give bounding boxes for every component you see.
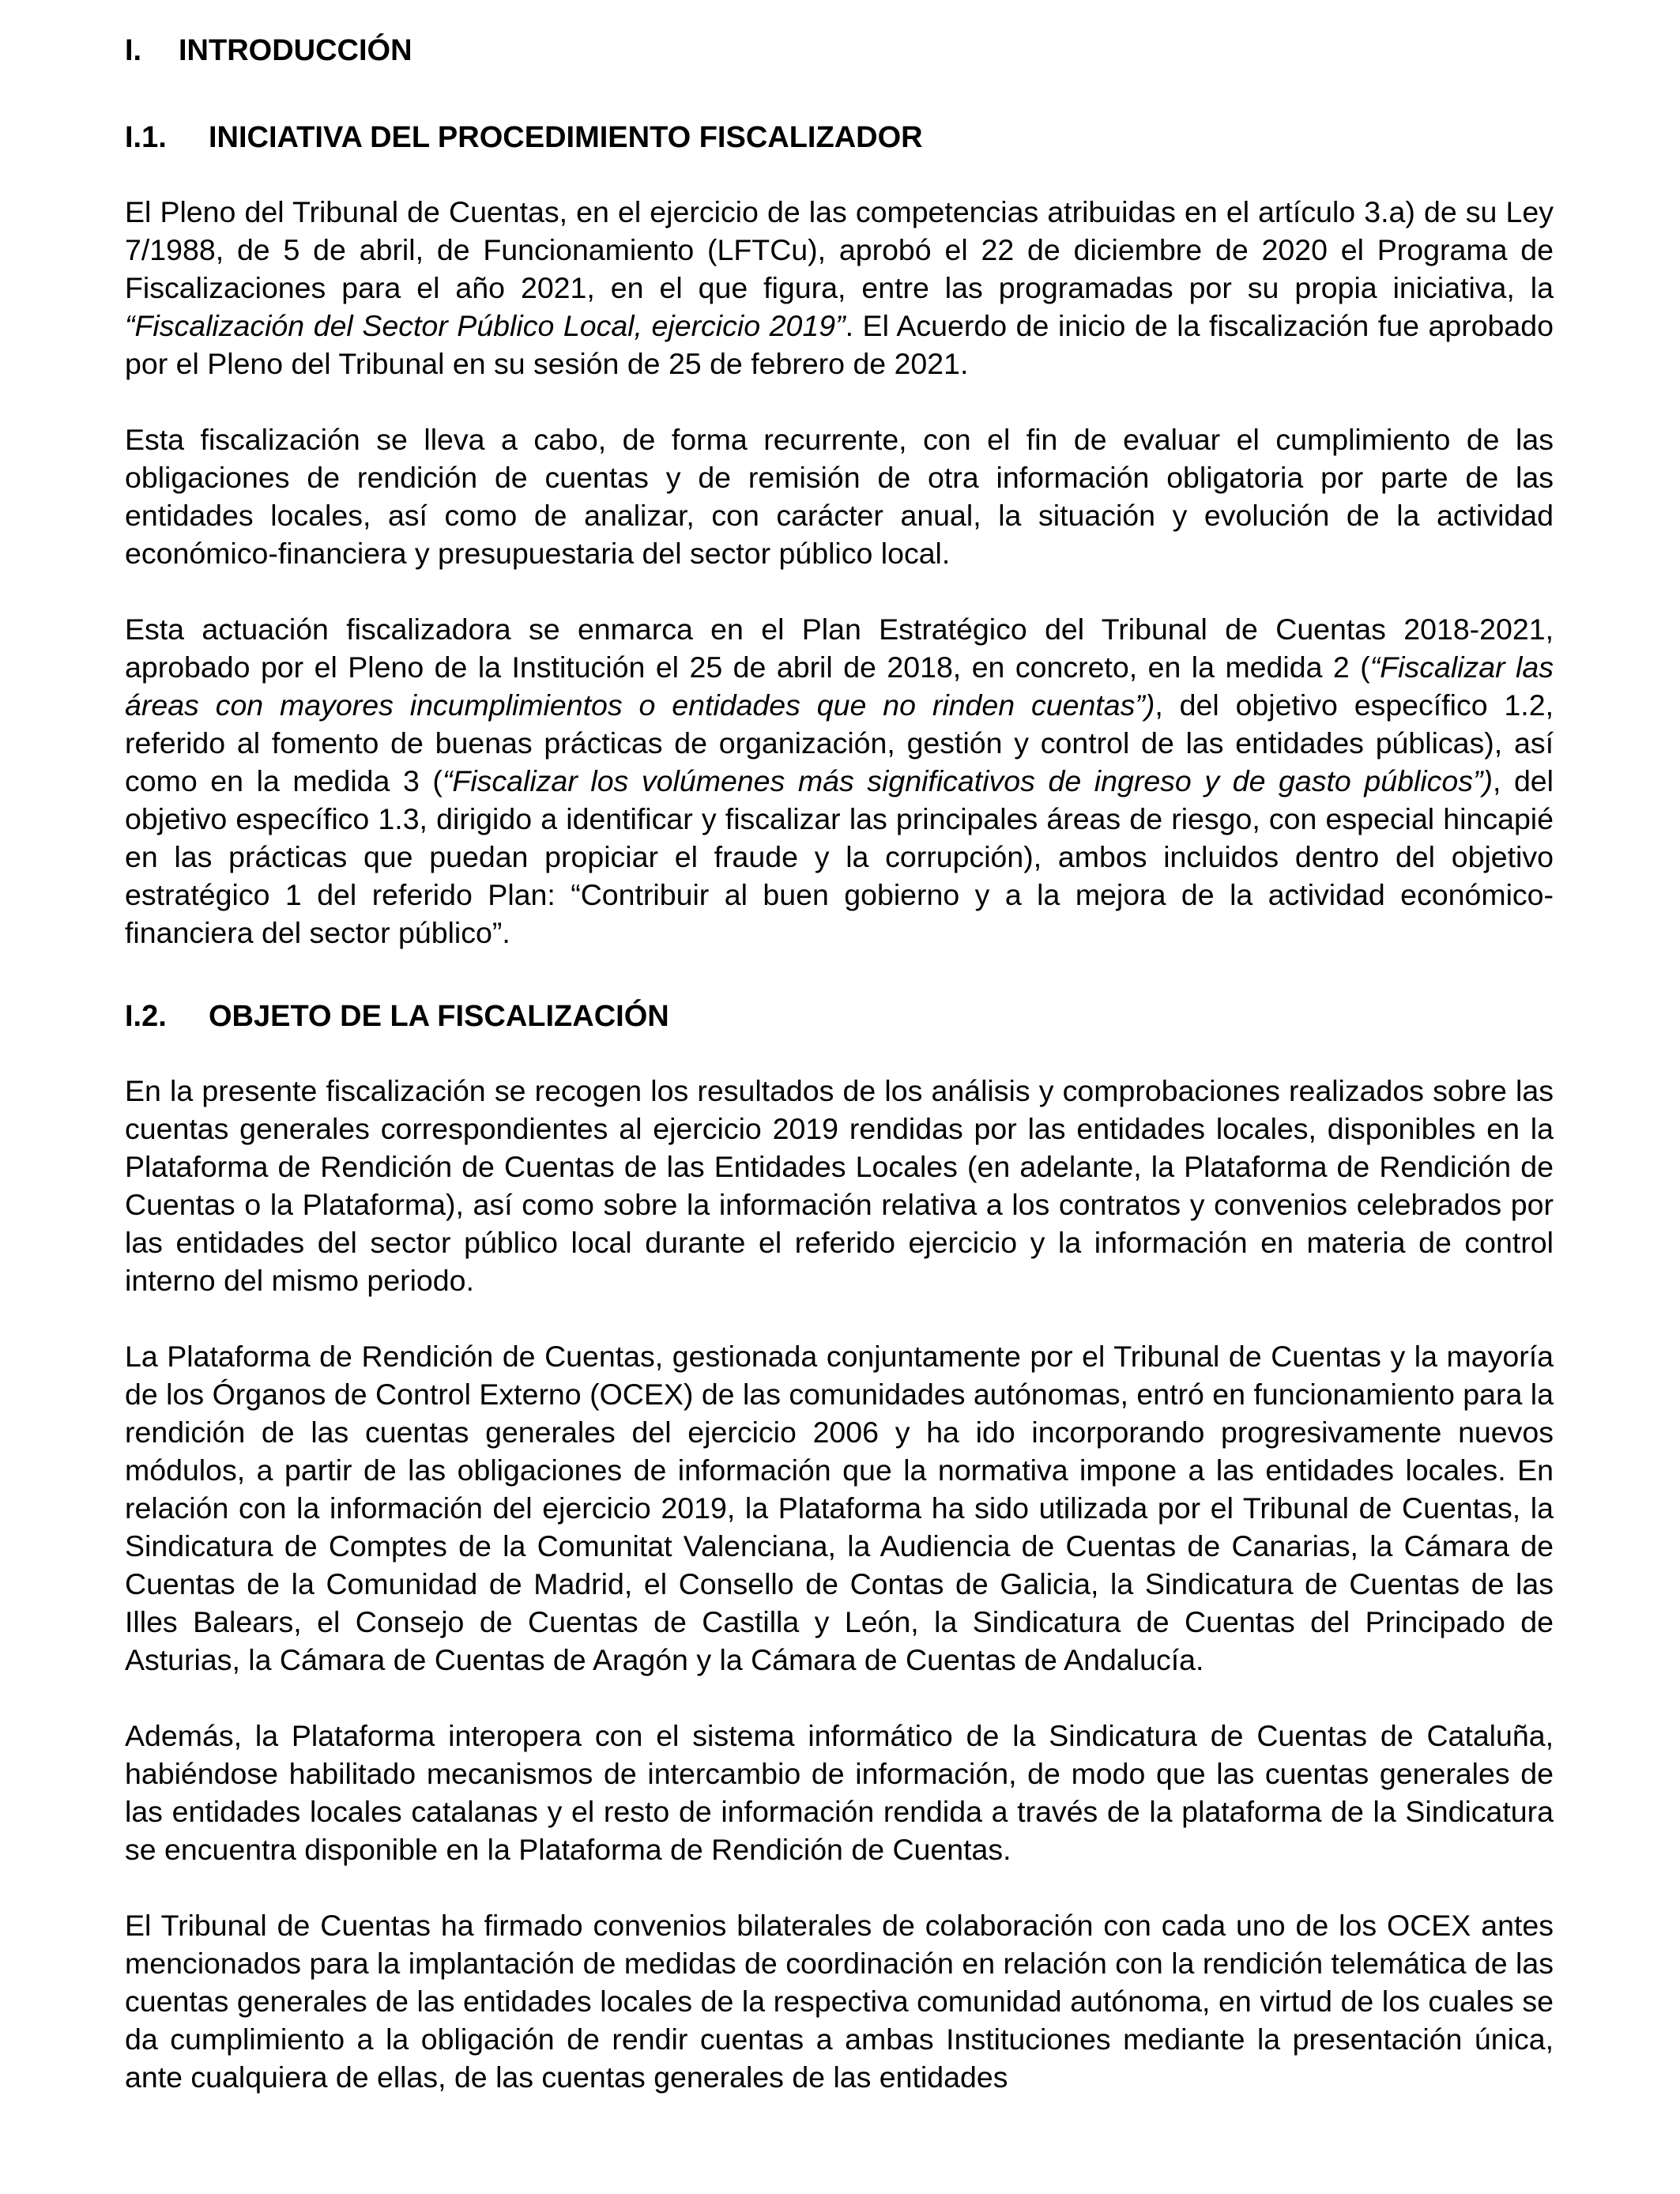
document-page <box>125 32 1554 2096</box>
paragraph-3-text-e: , del objetivo específico 1.3, dirigido a identificar y fiscalizar las principales áreas de riesgo, con especial hincapié en las prácticas que puedan propiciar el fraude y la corrupción), ambos incluidos dentro del objetivo estratégico 1 del referido Plan: “Contribuir al buen gobierno y a la mejora de la actividad económico-financiera del sector público”. <box>125 764 1554 949</box>
paragraph-6: Además, la Plataforma interopera con el sistema informático de la Sindicatura de Cuentas de Cataluña, habiéndose habilitado mecanismos de intercambio de información, de modo que las cuentas generales de las entidades locales catalanas y el resto de información rendida a través de la plataforma de la Sindicatura se encuentra disponible en la Plataforma de Rendición de Cuentas. <box>125 1719 1554 1866</box>
paragraph-4: En la presente fiscalización se recogen los resultados de los análisis y comprobaciones realizados sobre las cuentas generales correspondientes al ejercicio 2019 rendidas por las entidades locales, disponibles en la Plataforma de Rendición de Cuentas de las Entidades Locales (en adelante, la Plataforma de Rendición de Cuentas o la Plataforma), así como sobre la información relativa a los contratos y convenios celebrados por las entidades del sector público local durante el referido ejercicio y la información en materia de control interno del mismo periodo. <box>125 1074 1554 1297</box>
paragraph-1-text-c: . El Acuerdo de inicio de la fiscalización fue aprobado por el Pleno del Tribunal en su sesión de 25 de febrero de 2021. <box>125 309 1554 380</box>
paragraph-3-italic-quote-2: “Fiscalizar los volúmenes más significativos de ingreso y de gasto públicos”) <box>442 764 1493 797</box>
paragraph-3-text-a: Esta actuación fiscalizadora se enmarca en el Plan Estratégico del Tribunal de Cuentas 2018-2021, aprobado por el Pleno de la Institución el 25 de abril de 2018, en concreto, en la medida 2 ( <box>125 613 1554 684</box>
subsection-heading-2 <box>125 997 1554 1035</box>
subsection-title-2: OBJETO DE LA FISCALIZACIÓN <box>209 1000 669 1033</box>
section-heading <box>125 32 1554 70</box>
subsection-title-1: INICIATIVA DEL PROCEDIMIENTO FISCALIZADOR <box>209 121 923 154</box>
section-number: I. <box>125 34 142 67</box>
paragraph-2: Esta fiscalización se lleva a cabo, de forma recurrente, con el fin de evaluar el cumplimiento de las obligaciones de rendición de cuentas y de remisión de otra información obligatoria por parte de las entidades locales, así como de analizar, con carácter anual, la situación y evolución de la actividad económico-financiera y presupuestaria del sector público local. <box>125 423 1554 570</box>
paragraph-1-text-a: El Pleno del Tribunal de Cuentas, en el ejercicio de las competencias atribuidas en el artículo 3.a) de su Ley 7/1988, de 5 de abril, de Funcionamiento (LFTCu), aprobó el 22 de diciembre de 2020 el Programa de Fiscalizaciones para el año 2021, en el que figura, entre las programadas por su propia iniciativa, la <box>125 195 1554 304</box>
subsection-heading-1 <box>125 119 1554 156</box>
subsection-number-2: I.2. <box>125 1000 167 1033</box>
paragraph-5: La Plataforma de Rendición de Cuentas, gestionada conjuntamente por el Tribunal de Cuentas y la mayoría de los Órganos de Control Externo (OCEX) de las comunidades autónomas, entró en funcionamiento para la rendición de las cuentas generales del ejercicio 2006 y ha ido incorporando progresivamente nuevos módulos, a partir de las obligaciones de información que la normativa impone a las entidades locales. En relación con la información del ejercicio 2019, la Plataforma ha sido utilizada por el Tribunal de Cuentas, la Sindicatura de Comptes de la Comunitat Valenciana, la Audiencia de Cuentas de Canarias, la Cámara de Cuentas de la Comunidad de Madrid, el Consello de Contas de Galicia, la Sindicatura de Cuentas de las Illes Balears, el Consejo de Cuentas de Castilla y León, la Sindicatura de Cuentas del Principado de Asturias, la Cámara de Cuentas de Aragón y la Cámara de Cuentas de Andalucía. <box>125 1340 1554 1676</box>
paragraph-3-text-c: , del objetivo específico 1.2, referido al fomento de buenas prácticas de organización, gestión y control de las entidades públicas), así como en la medida 3 ( <box>125 688 1554 797</box>
paragraph-1 <box>125 193 1554 383</box>
section-title: INTRODUCCIÓN <box>179 34 412 67</box>
paragraph-7: El Tribunal de Cuentas ha firmado convenios bilaterales de colaboración con cada uno de los OCEX antes mencionados para la implantación de medidas de coordinación en relación con la rendición telemática de las cuentas generales de las entidades locales de la respectiva comunidad autónoma, en virtud de los cuales se da cumplimiento a la obligación de rendir cuentas a ambas Instituciones mediante la presentación única, ante cualquiera de ellas, de las cuentas generales de las entidades <box>125 1909 1554 2094</box>
paragraph-3-italic-quote-1: “Fiscalizar las áreas con mayores incumplimientos o entidades que no rinden cuentas”) <box>125 650 1554 722</box>
subsection-number-1: I.1. <box>125 121 167 154</box>
paragraph-3 <box>125 610 1554 952</box>
paragraph-1-italic-title: “Fiscalización del Sector Público Local, ejercicio 2019” <box>125 309 846 342</box>
